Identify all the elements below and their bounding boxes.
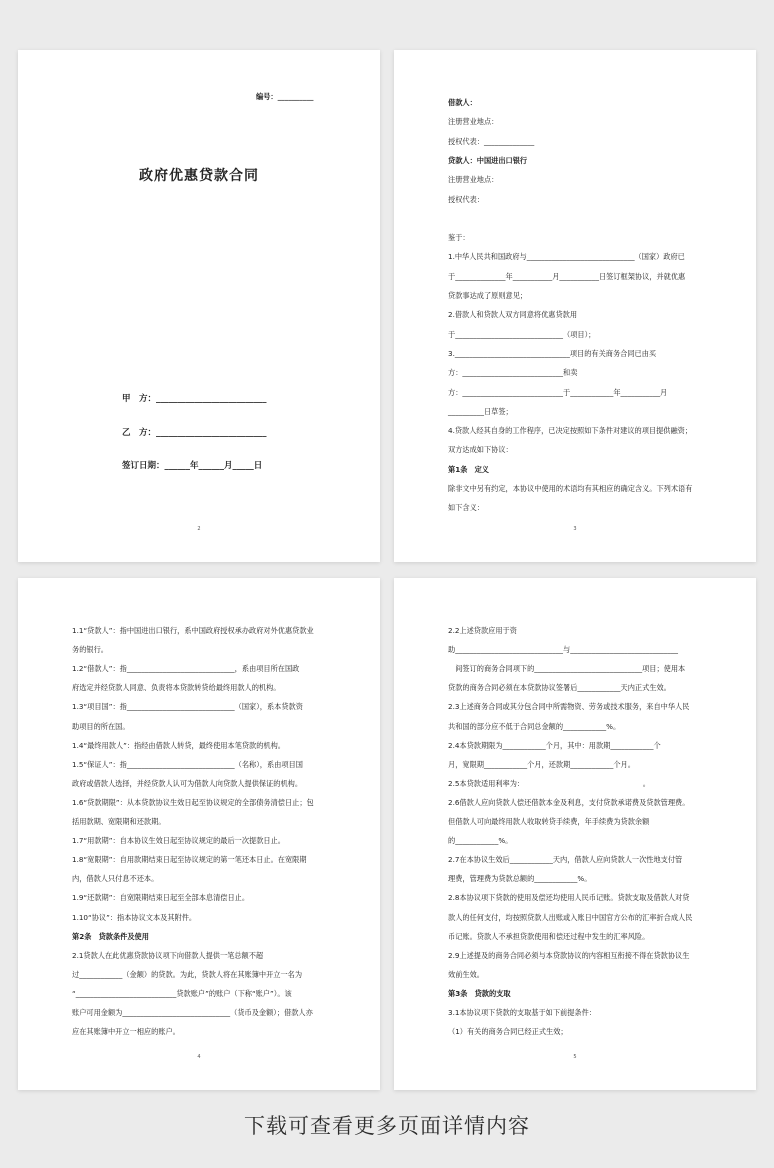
text-line: 币记账。贷款人不承担贷款使用和偿还过程中发生的汇率风险。 [448,931,650,941]
text-line: 第3条 贷款的支取 [448,988,511,998]
text-line: 理费，管理费为贷款总额的____________%。 [448,874,592,884]
text-line: 鉴于： [448,233,470,243]
text-line: 1.10“协议”：指本协议文本及其附件。 [72,912,197,922]
text-line: 2.8本协议项下贷款的使用及偿还均使用人民币记账。贷款支取及借款人对贷 [448,893,690,903]
text-line: 括用款期、宽限期和还款期。 [72,817,166,826]
text-line: 政府或借款人选择，并经贷款人认可为借款人向贷款人提供保证的机构。 [72,778,303,788]
text-line: 注册营业地点： [448,117,499,127]
text-line: 3.1本协议项下贷款的支取基于如下前提条件： [448,1008,596,1017]
text-line: 共和国的部分应不低于合同总金额的____________%。 [448,721,621,731]
page-number: 3 [573,526,577,532]
text-line: 月，宽限期____________个月，还款期____________个月。 [448,759,635,769]
text-line: 2.9上述提及的商务合同必须与本贷款协议的内容相互衔接不得在贷款协议生 [448,950,690,960]
text-line: 间签订的商务合同项下的______________________________项目；使用本 [448,664,686,674]
text-line: 注册营业地点： [448,175,499,185]
text-line: 3.________________________________项目的有关商务合同已由买 [448,348,657,358]
text-line: 1.3“项目国”：指______________________________（国家），系本贷款资 [72,702,303,712]
page-number: 5 [573,1054,577,1060]
text-line: 1.中华人民共和国政府与______________________________（国家）政府已 [448,252,685,262]
document-page-terms [394,578,756,1090]
text-line: 授权代表： [448,194,484,204]
text-line: 方：____________________________和卖 [448,368,578,378]
sign-date-line: 签订日期：______年______月_____日 [122,461,263,471]
document-page-definitions [18,578,380,1090]
text-line: 2.2上述贷款应用于资 [448,626,517,635]
contract-number-label: 编号：__________ [256,92,314,101]
text-line: 2.7在本协议生效后____________天内，借款人应向贷款人一次性地支付管 [448,855,683,865]
text-line: 款人的任何支付，均按照贷款人出账或入账日中国官方公布的汇率折合成人民 [448,912,693,922]
text-line: 府选定并经贷款人同意、负责将本贷款转贷给最终用款人的机构。 [72,683,281,693]
text-line: 1.7“用款期”：自本协议生效日起至协议规定的最后一次提款日止。 [72,836,285,846]
text-line: 于______________________________（项目）； [448,329,596,339]
text-line: 2.6借款人应向贷款人偿还借款本金及利息，支付贷款承诺费及贷款管理费。 [448,797,690,807]
text-line: __________日草签； [448,406,513,416]
text-line: 但借款人可向最终用款人收取转贷手续费，年手续费为贷款余额 [448,817,650,826]
text-line: 1.4“最终用款人”：指经由借款人转贷，最终使用本笔贷款的机构。 [72,740,285,750]
text-line: 2.4本贷款期限为____________个月，其中：用款期____________个 [448,740,661,750]
contract-title: 政府优惠贷款合同 [139,168,259,184]
text-line: 如下含义： [448,503,484,513]
text-line: 贷款事达成了原则意见； [448,291,528,300]
text-line: 账户可用金额为______________________________（货币及金额）；借款人亦 [72,1008,313,1017]
text-line: 应在其账簿中开立一相应的账户。 [72,1027,180,1037]
text-line: 过____________（金额）的贷款。为此，贷款人将在其账簿中开立一名为 [72,969,303,979]
text-line: 方：____________________________于____________年___________月 [448,387,668,397]
text-line: 2.5本贷款适用利率为： 。 [448,778,650,788]
text-line: 借款人： [448,98,477,107]
party-b-line: 乙 方：__________________________ [122,428,267,438]
page-number: 4 [197,1054,201,1060]
text-line: 授权代表：______________ [448,136,535,146]
text-line: 1.8“宽限期”：自用款期结束日起至协议规定的第一笔还本日止。在宽限期 [72,855,307,865]
text-line: 于______________年___________月___________日签订框架协议，并就优惠 [448,271,686,281]
download-more-caption: 下载可查看更多页面详情内容 [244,1114,530,1138]
text-line: 1.2“借款人”：指______________________________，系由项目所在国政 [72,664,300,674]
text-line: 效前生效。 [448,969,484,979]
text-line: 除非文中另有约定，本协议中使用的术语均有其相应的确定含义。下列术语有 [448,484,693,493]
text-line: 2.1贷款人在此优惠贷款协议项下向借款人提供一笔总额不超 [72,950,264,960]
text-line: 第2条 贷款条件及使用 [72,931,149,941]
text-line: 1.9“还款期”：自宽限期结束日起至全部本息清偿日止。 [72,893,250,903]
text-line: “____________________________贷款账户”的账户（下称“账户”）。该 [72,988,292,998]
party-a-line: 甲 方：__________________________ [122,394,267,404]
text-line: 助______________________________与______________________________ [448,645,679,655]
text-line: 2.借款人和贷款人双方同意将优惠贷款用 [448,310,578,320]
text-line: 贷款的商务合同必须在本贷款协议签署后____________天内正式生效。 [448,683,671,693]
text-line: 2.3上述商务合同或其分包合同中所需物资、劳务或技术服务，来自中华人民 [448,702,690,712]
document-page-cover [18,50,380,562]
text-line: 1.1“贷款人”：指中国进出口银行，系中国政府授权承办政府对外优惠贷款业 [72,626,314,635]
text-line: 第1条 定义 [448,464,489,474]
text-line: 双方达成如下协议： [448,445,513,455]
text-line: （1）有关的商务合同已经正式生效； [448,1027,568,1037]
page-number: 2 [197,526,201,532]
text-line: 4.贷款人经其自身的工作程序，已决定按照如下条件对建议的项目提供融资； [448,426,693,436]
text-line: 1.5“保证人”：指______________________________（名称），系由项目国 [72,759,303,769]
text-line: 贷款人：中国进出口银行 [448,155,528,165]
text-line: 务的银行。 [72,645,108,655]
text-line: 的____________%。 [448,836,513,846]
document-page-preamble [394,50,756,562]
text-line: 助项目的所在国。 [72,721,130,731]
text-line: 内，借款人只付息不还本。 [72,874,159,884]
text-line: 1.6“贷款期限”：从本贷款协议生效日起至协议规定的全部债务清偿日止；包 [72,797,314,807]
